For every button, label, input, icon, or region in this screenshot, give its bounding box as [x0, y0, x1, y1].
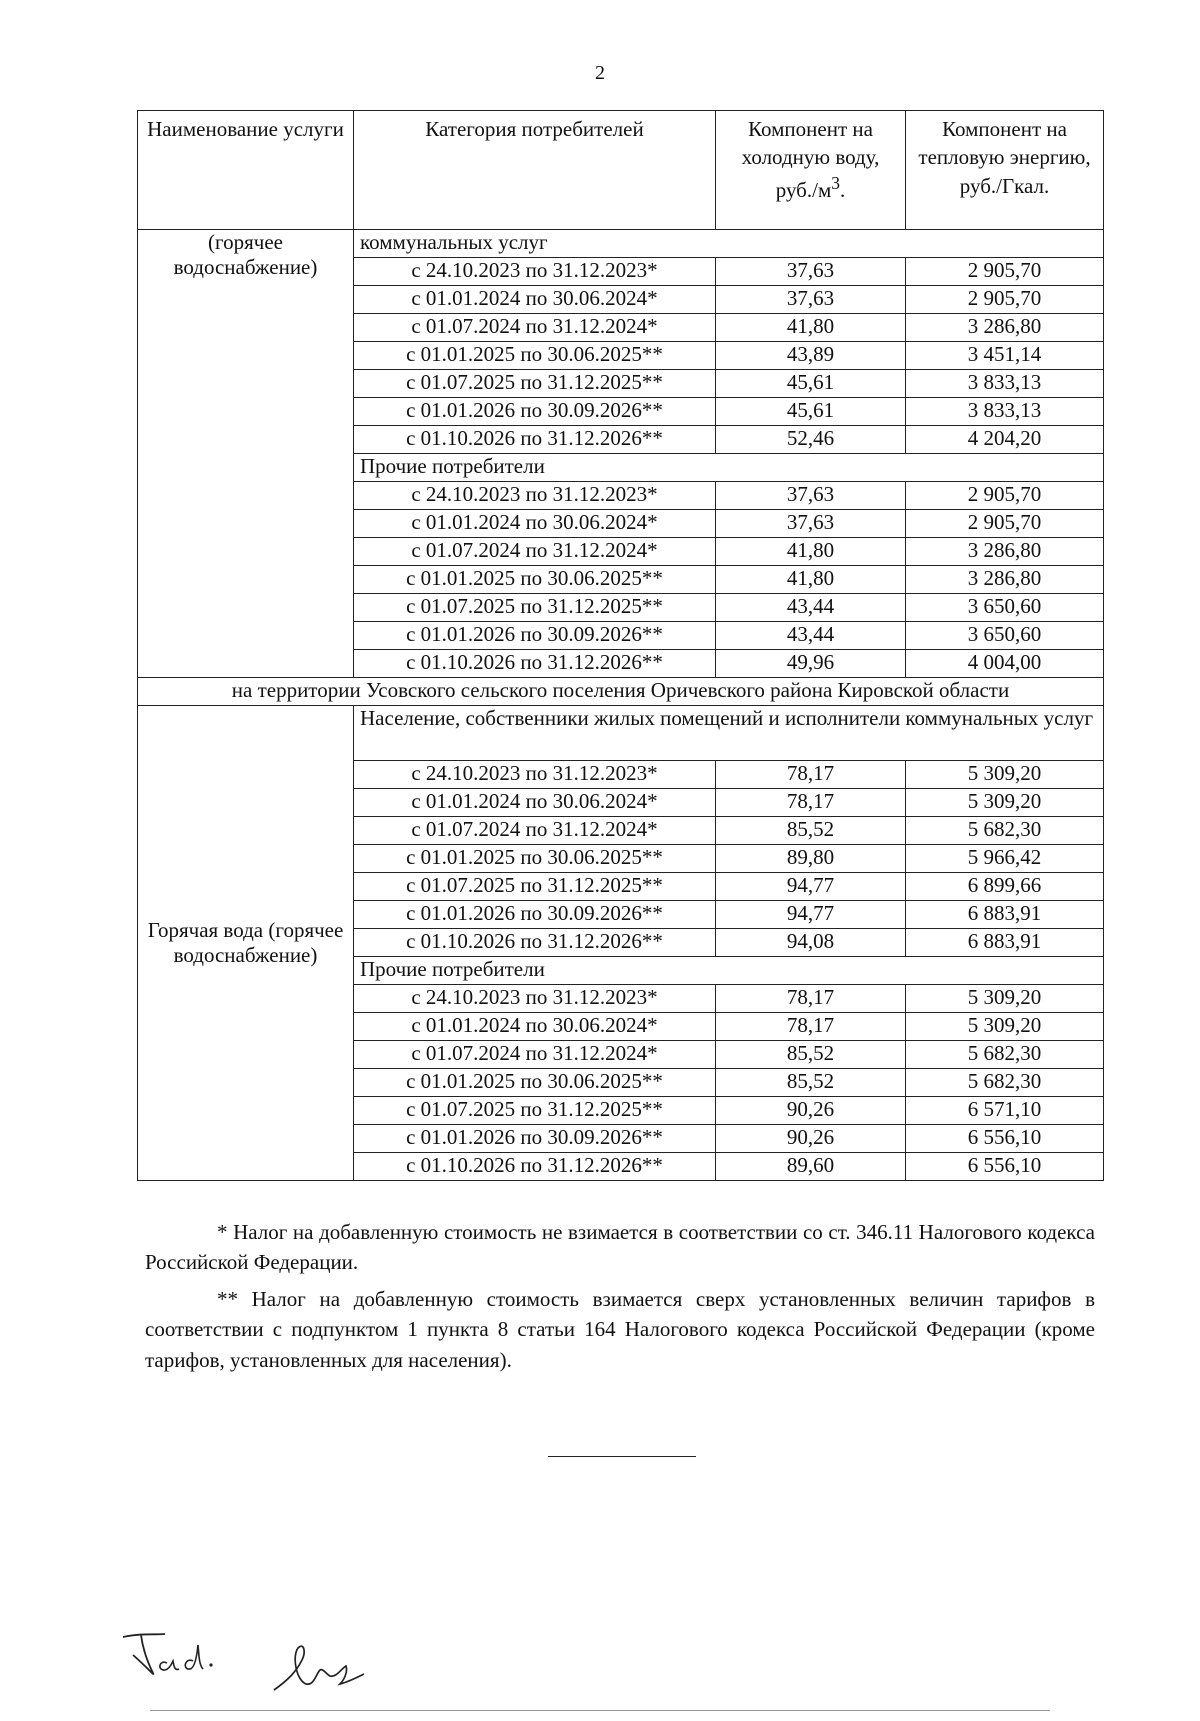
- heat-value: 5 682,30: [906, 817, 1104, 845]
- category-row: [138, 706, 1104, 761]
- heat-value: 5 309,20: [906, 789, 1104, 817]
- cold-water-value: 41,80: [716, 538, 906, 566]
- period-cell: с 01.07.2025 по 31.12.2025**: [354, 873, 716, 901]
- cold-water-value: 45,61: [716, 398, 906, 426]
- period-cell: с 01.07.2024 по 31.12.2024*: [354, 817, 716, 845]
- heat-value: 5 966,42: [906, 845, 1104, 873]
- cold-water-value: 85,52: [716, 817, 906, 845]
- heat-value: 2 905,70: [906, 510, 1104, 538]
- signature-1: [115, 1625, 255, 1685]
- period-cell: с 01.01.2025 по 30.06.2025**: [354, 845, 716, 873]
- heat-value: 2 905,70: [906, 482, 1104, 510]
- header-heat: Компонент на тепловую энергию, руб./Гкал.: [906, 111, 1104, 230]
- table-header-row: [138, 111, 1104, 230]
- period-cell: с 01.01.2025 по 30.06.2025**: [354, 1069, 716, 1097]
- region-row: [138, 678, 1104, 706]
- cold-water-value: 37,63: [716, 286, 906, 314]
- page-number: 2: [595, 62, 605, 84]
- period-cell: с 24.10.2023 по 31.12.2023*: [354, 482, 716, 510]
- footnotes: [145, 1217, 1095, 1381]
- heat-value: 5 309,20: [906, 985, 1104, 1013]
- cold-water-value: 78,17: [716, 1013, 906, 1041]
- period-cell: с 01.07.2024 по 31.12.2024*: [354, 538, 716, 566]
- cold-water-value: 41,80: [716, 566, 906, 594]
- region-label: на территории Усовского сельского поселения Оричевского района Кировской области: [138, 678, 1104, 706]
- cold-water-value: 78,17: [716, 985, 906, 1013]
- heat-value: 6 883,91: [906, 901, 1104, 929]
- signature-2: [268, 1632, 378, 1698]
- heat-value: 4 204,20: [906, 426, 1104, 454]
- bottom-rule: [150, 1710, 1050, 1711]
- cold-water-value: 37,63: [716, 482, 906, 510]
- service-name: Горячая вода (горячее водоснабжение): [138, 706, 354, 1181]
- cold-water-value: 85,52: [716, 1041, 906, 1069]
- heat-value: 2 905,70: [906, 286, 1104, 314]
- tariff-block-2: [138, 706, 1104, 1181]
- cold-water-value: 90,26: [716, 1125, 906, 1153]
- heat-value: 6 883,91: [906, 929, 1104, 957]
- cold-water-value: 85,52: [716, 1069, 906, 1097]
- period-cell: с 01.01.2024 по 30.06.2024*: [354, 1013, 716, 1041]
- heat-value: 5 309,20: [906, 761, 1104, 789]
- cold-water-value: 41,80: [716, 314, 906, 342]
- region-block: [138, 678, 1104, 706]
- cold-water-value: 43,44: [716, 594, 906, 622]
- heat-value: 3 650,60: [906, 622, 1104, 650]
- cold-water-value: 89,80: [716, 845, 906, 873]
- period-cell: с 01.01.2026 по 30.09.2026**: [354, 901, 716, 929]
- period-cell: с 01.07.2024 по 31.12.2024*: [354, 314, 716, 342]
- period-cell: с 01.10.2026 по 31.12.2026**: [354, 1153, 716, 1181]
- header-cold-water: Компонент на холодную воду, $руб./м^3$.: [716, 111, 906, 230]
- period-cell: с 01.07.2025 по 31.12.2025**: [354, 594, 716, 622]
- period-cell: с 01.01.2024 по 30.06.2024*: [354, 510, 716, 538]
- cold-water-value: 43,44: [716, 622, 906, 650]
- heat-value: 6 899,66: [906, 873, 1104, 901]
- cold-water-value: 89,60: [716, 1153, 906, 1181]
- period-cell: с 01.01.2026 по 30.09.2026**: [354, 1125, 716, 1153]
- heat-value: 5 682,30: [906, 1041, 1104, 1069]
- period-cell: с 01.01.2025 по 30.06.2025**: [354, 566, 716, 594]
- category-label: Население, собственники жилых помещений и исполнители коммунальных услуг: [354, 706, 1104, 761]
- cold-water-value: 37,63: [716, 258, 906, 286]
- footnote-vat-exempt: * Налог на добавленную стоимость не взимается в соответствии со ст. 346.11 Налогового кодекса Российской Федерации.: [145, 1220, 1095, 1275]
- cold-water-value: 78,17: [716, 761, 906, 789]
- period-cell: с 01.01.2026 по 30.09.2026**: [354, 622, 716, 650]
- category-label: Прочие потребители: [354, 454, 1104, 482]
- end-rule: [548, 1456, 696, 1457]
- cold-water-value: 94,08: [716, 929, 906, 957]
- heat-value: 3 451,14: [906, 342, 1104, 370]
- cold-water-value: 43,89: [716, 342, 906, 370]
- period-cell: с 01.01.2025 по 30.06.2025**: [354, 342, 716, 370]
- tariff-block-1: [138, 230, 1104, 678]
- heat-value: 3 833,13: [906, 398, 1104, 426]
- cold-water-value: 52,46: [716, 426, 906, 454]
- heat-value: 3 286,80: [906, 538, 1104, 566]
- heat-value: 5 682,30: [906, 1069, 1104, 1097]
- header-service: Наименование услуги: [138, 111, 354, 230]
- heat-value: 6 571,10: [906, 1097, 1104, 1125]
- cold-water-value: 90,26: [716, 1097, 906, 1125]
- period-cell: с 01.07.2025 по 31.12.2025**: [354, 1097, 716, 1125]
- header-category: Категория потребителей: [354, 111, 716, 230]
- heat-value: 5 309,20: [906, 1013, 1104, 1041]
- period-cell: с 01.10.2026 по 31.12.2026**: [354, 650, 716, 678]
- heat-value: 3 650,60: [906, 594, 1104, 622]
- cold-water-value: 37,63: [716, 510, 906, 538]
- heat-value: 6 556,10: [906, 1153, 1104, 1181]
- service-name: (горячее водоснабжение): [138, 230, 354, 678]
- category-row: [138, 230, 1104, 258]
- period-cell: с 01.01.2026 по 30.09.2026**: [354, 398, 716, 426]
- cold-water-value: 45,61: [716, 370, 906, 398]
- heat-value: 2 905,70: [906, 258, 1104, 286]
- heat-value: 6 556,10: [906, 1125, 1104, 1153]
- period-cell: с 24.10.2023 по 31.12.2023*: [354, 985, 716, 1013]
- period-cell: с 01.01.2024 по 30.06.2024*: [354, 789, 716, 817]
- period-cell: с 01.10.2026 по 31.12.2026**: [354, 426, 716, 454]
- cold-water-value: 94,77: [716, 873, 906, 901]
- heat-value: 3 286,80: [906, 566, 1104, 594]
- category-label: Прочие потребители: [354, 957, 1104, 985]
- period-cell: с 01.07.2024 по 31.12.2024*: [354, 1041, 716, 1069]
- period-cell: с 01.07.2025 по 31.12.2025**: [354, 370, 716, 398]
- period-cell: с 01.10.2026 по 31.12.2026**: [354, 929, 716, 957]
- heat-value: 4 004,00: [906, 650, 1104, 678]
- period-cell: с 24.10.2023 по 31.12.2023*: [354, 761, 716, 789]
- footnote-vat-charged: ** Налог на добавленную стоимость взимается сверх установленных величин тарифов в соответствии с подпунктом 1 пункта 8 статьи 164 Налогового кодекса Российской Федерации (кроме тарифов, установленных для населения).: [145, 1286, 1095, 1372]
- heat-value: 3 833,13: [906, 370, 1104, 398]
- cold-water-value: 49,96: [716, 650, 906, 678]
- heat-value: 3 286,80: [906, 314, 1104, 342]
- tariff-table: [137, 110, 1104, 1181]
- cold-water-value: 78,17: [716, 789, 906, 817]
- cold-water-value: 94,77: [716, 901, 906, 929]
- category-label: коммунальных услуг: [354, 230, 1104, 258]
- period-cell: с 01.01.2024 по 30.06.2024*: [354, 286, 716, 314]
- period-cell: с 24.10.2023 по 31.12.2023*: [354, 258, 716, 286]
